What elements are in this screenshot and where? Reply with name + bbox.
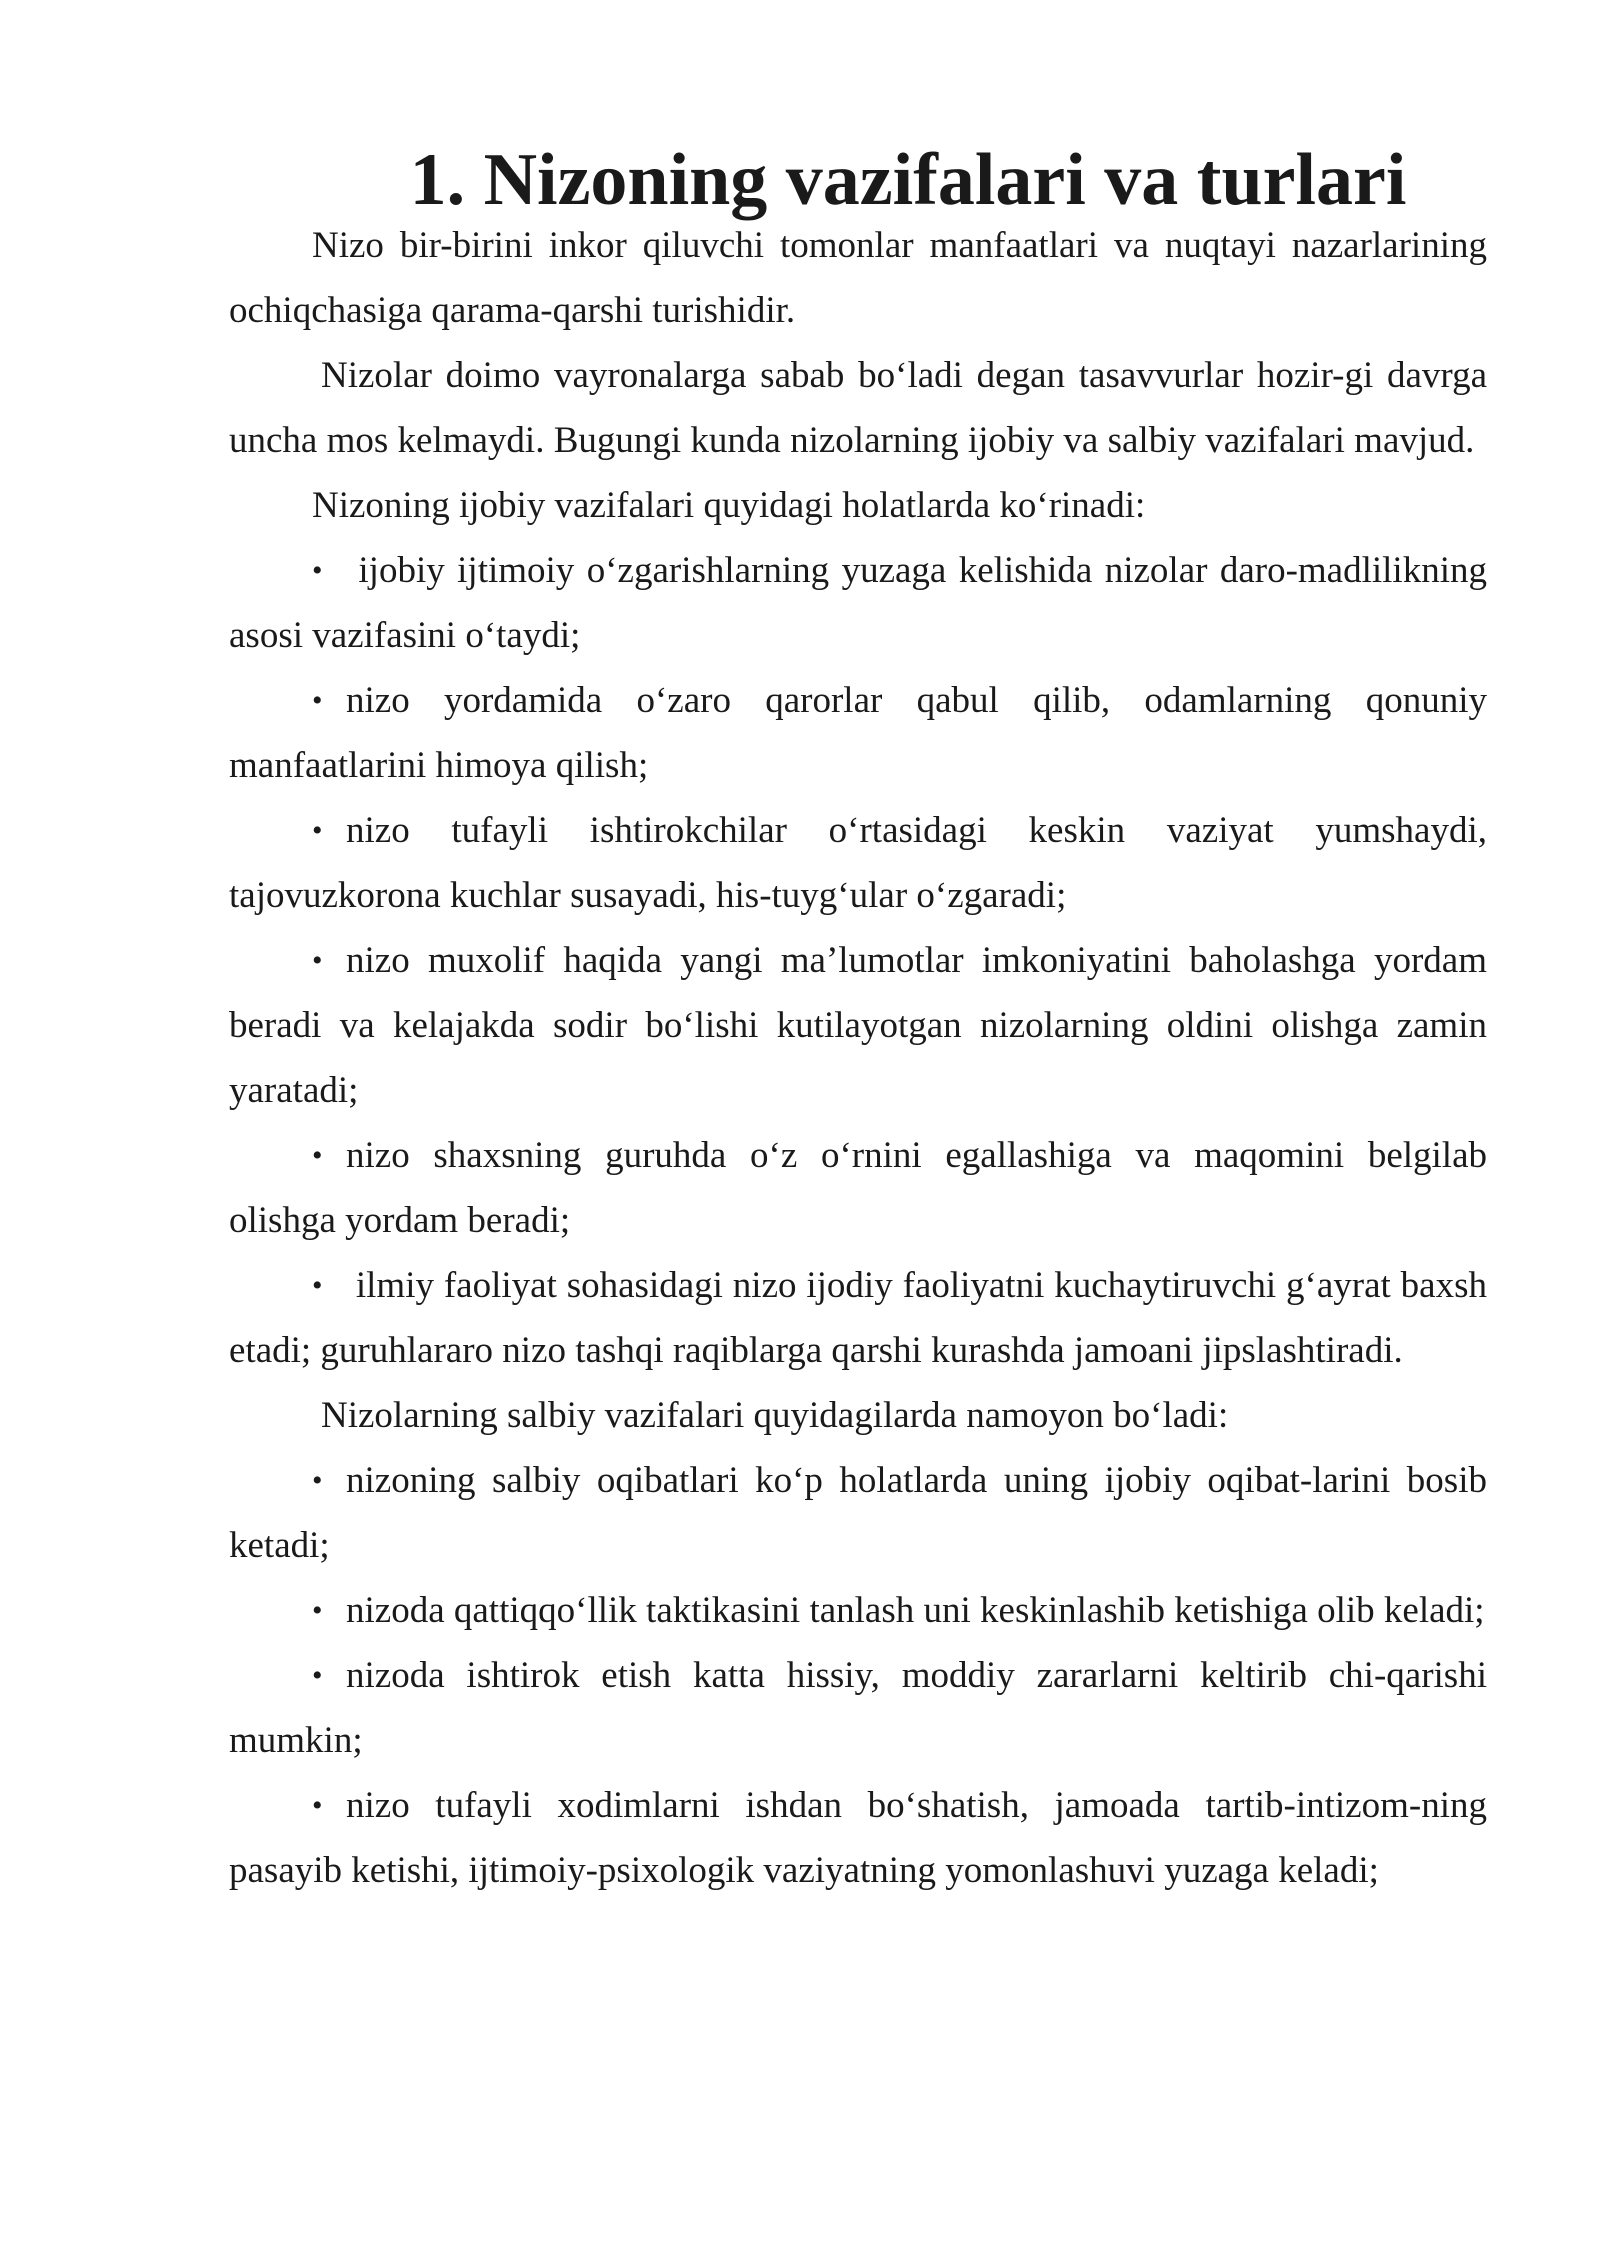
list-item: [229, 538, 1487, 668]
list-item-text: nizoning salbiy oqibatlari ko‘p holatlarda uning ijobiy oqibat-larini bosib ketadi;: [229, 1460, 1487, 1566]
list-item: [229, 668, 1487, 798]
bullet-icon: •: [312, 1464, 323, 1497]
list-item-text: nizo shaxsning guruhda o‘z o‘rnini egallashiga va maqomini belgilab olishga yordam beradi;: [229, 1135, 1487, 1241]
list-item: [229, 1643, 1487, 1773]
bullet-icon: •: [312, 684, 323, 717]
section-title: 1. Nizoning vazifalari va turlari: [409, 139, 1407, 221]
list-item: [229, 1253, 1487, 1383]
bullet-icon: •: [312, 554, 323, 587]
bullet-icon: •: [312, 1789, 323, 1822]
intro-paragraph: Nizolar doimo vayronalarga sabab bo‘ladi degan tasavvurlar hozir-gi davrga uncha mos kelmaydi. Bugungi kunda nizolarning ijobiy va salbiy vazifalari mavjud.: [229, 355, 1487, 461]
list-item-text: nizoda ishtirok etish katta hissiy, moddiy zararlarni keltirib chi-qarishi mumkin;: [229, 1655, 1487, 1761]
intro-paragraph: Nizo bir-birini inkor qiluvchi tomonlar manfaatlari va nuqtayi nazarlarining ochiqchasiga qarama-qarshi turishidir.: [229, 225, 1487, 331]
list-item: [229, 1578, 1487, 1643]
list-item: [229, 1123, 1487, 1253]
negative-functions-list: [229, 1448, 1487, 1903]
list-item: [229, 928, 1487, 1123]
negative-functions-heading: Nizolarning salbiy vazifalari quyidagilarda namoyon bo‘ladi:: [321, 1395, 1229, 1436]
list-item-text: nizo muxolif haqida yangi ma’lumotlar imkoniyatini baholashga yordam beradi va kelajakda sodir bo‘lishi kutilayotgan nizolarning oldini olishga zamin yaratadi;: [229, 940, 1487, 1111]
bullet-icon: •: [312, 1659, 323, 1692]
positive-functions-list: [229, 538, 1487, 1383]
list-item-text: ilmiy faoliyat sohasidagi nizo ijodiy faoliyatni kuchaytiruvchi g‘ayrat baxsh etadi; guruhlararo nizo tashqi raqiblarga qarshi kurashda jamoani jipslashtiradi.: [229, 1265, 1487, 1371]
list-item-text: nizo yordamida o‘zaro qarorlar qabul qilib, odamlarning qonuniy manfaatlarini himoya qilish;: [229, 680, 1487, 786]
bullet-icon: •: [312, 814, 323, 847]
list-item: [229, 1448, 1487, 1578]
document-body: [229, 139, 1487, 1903]
bullet-icon: •: [312, 1269, 323, 1302]
list-item: [229, 1773, 1487, 1903]
list-item-text: ijobiy ijtimoiy o‘zgarishlarning yuzaga kelishida nizolar daro-madlilikning asosi vazifasini o‘taydi;: [229, 550, 1487, 656]
bullet-icon: •: [312, 944, 323, 977]
bullet-icon: •: [312, 1139, 323, 1172]
list-item-text: nizoda qattiqqo‘llik taktikasini tanlash uni keskinlashib ketishiga olib keladi;: [346, 1590, 1485, 1631]
list-item-text: nizo tufayli xodimlarni ishdan bo‘shatish, jamoada tartib-intizom-ning pasayib ketishi, ijtimoiy-psixologik vaziyatning yomonlashuvi yuzaga keladi;: [229, 1785, 1487, 1891]
positive-functions-heading: Nizoning ijobiy vazifalari quyidagi holatlarda ko‘rinadi:: [312, 485, 1146, 526]
list-item-text: nizo tufayli ishtirokchilar o‘rtasidagi keskin vaziyat yumshaydi, tajovuzkorona kuchlar susayadi, his-tuyg‘ular o‘zgaradi;: [229, 810, 1487, 916]
list-item: [229, 798, 1487, 928]
bullet-icon: •: [312, 1594, 323, 1627]
